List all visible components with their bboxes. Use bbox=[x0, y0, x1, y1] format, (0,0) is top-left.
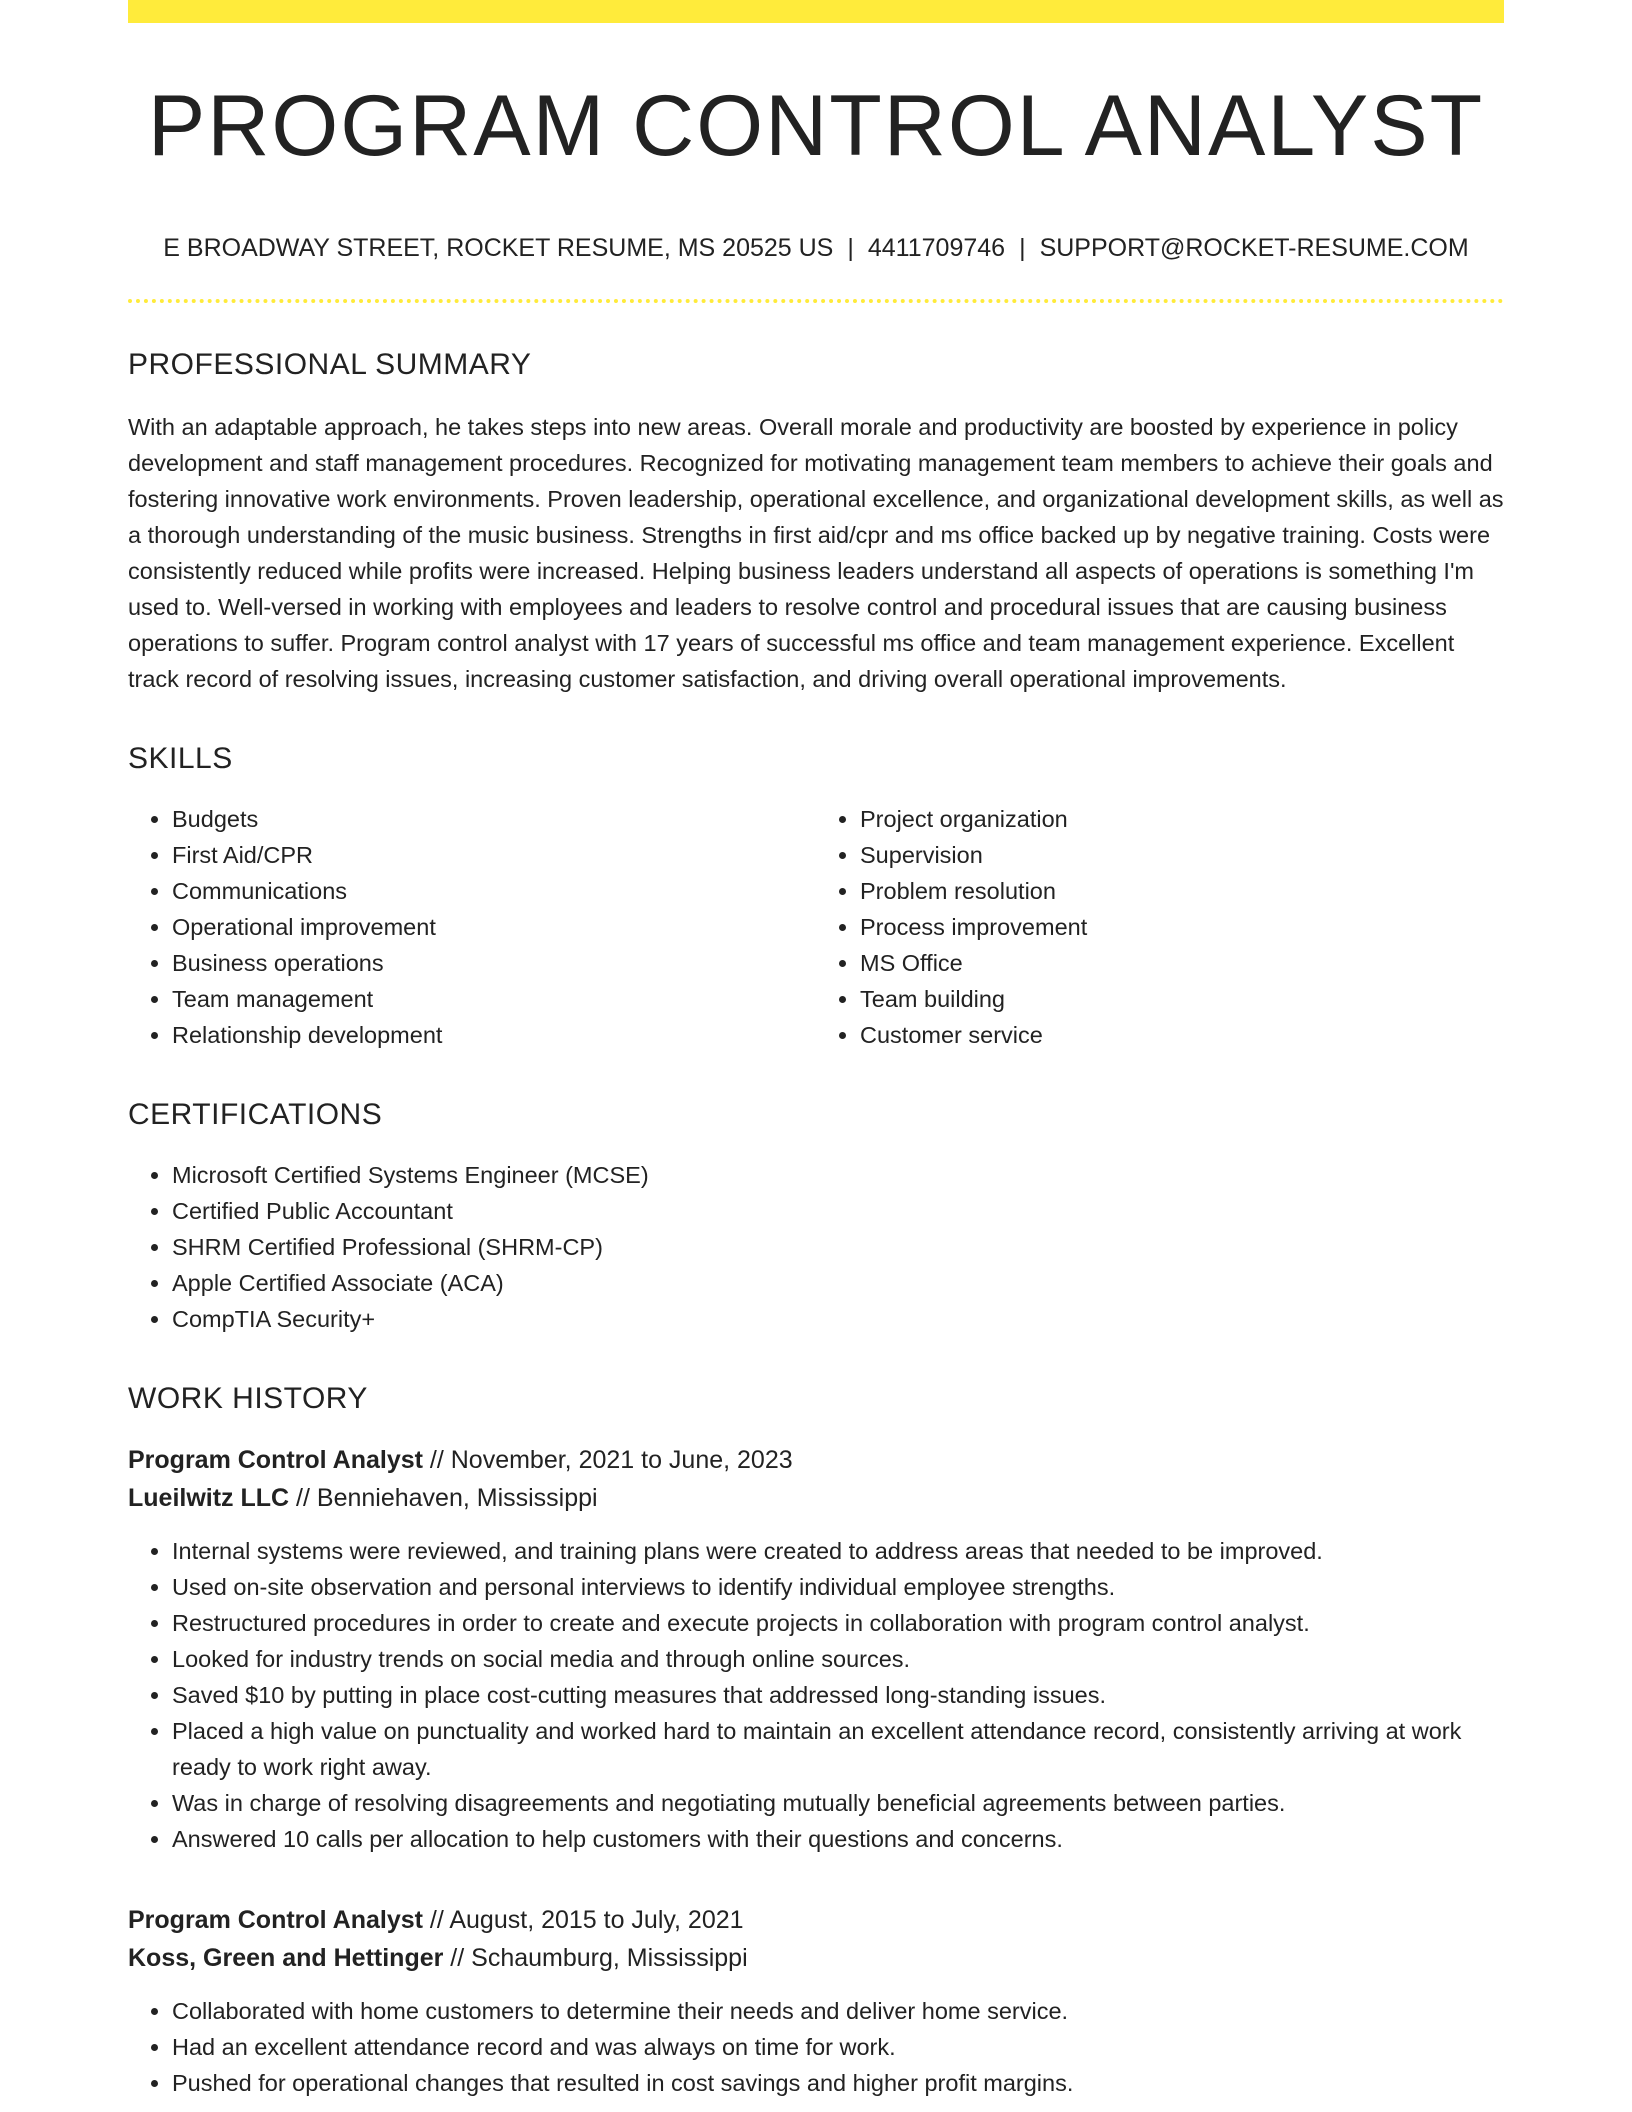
job-bullets bbox=[128, 1993, 1504, 2101]
job-location: // Benniehaven, Mississippi bbox=[289, 1484, 598, 1512]
job-bullet: • Had an excellent attendance record and was always on time for work. bbox=[172, 2029, 1504, 2065]
job-title-line bbox=[128, 1901, 1504, 1939]
job-title-line bbox=[128, 1441, 1504, 1479]
skill-item: • Team management bbox=[172, 981, 816, 1017]
skill-item: • Problem resolution bbox=[860, 873, 1504, 909]
certification-item: • Microsoft Certified Systems Engineer (MCSE) bbox=[172, 1157, 1504, 1193]
job-dates: // August, 2015 to July, 2021 bbox=[422, 1906, 744, 1934]
skill-item: • Team building bbox=[860, 981, 1504, 1017]
contact-phone: 4411709746 bbox=[867, 234, 1006, 262]
certifications-heading: CERTIFICATIONS bbox=[128, 1098, 383, 1131]
skill-item: • Relationship development bbox=[172, 1017, 816, 1053]
job-entry bbox=[128, 1441, 1504, 1857]
job-position: Program Control Analyst bbox=[128, 1446, 423, 1474]
skill-item: • Budgets bbox=[172, 801, 816, 837]
job-bullet: • Saved $10 by putting in place cost-cutting measures that addressed long-standing issues. bbox=[172, 1677, 1504, 1713]
contact-separator: | bbox=[1019, 234, 1026, 262]
skill-item: • Business operations bbox=[172, 945, 816, 981]
certification-item: • CompTIA Security+ bbox=[172, 1301, 1504, 1337]
job-bullet: • Collaborated with home customers to determine their needs and deliver home service. bbox=[172, 1993, 1504, 2029]
job-company: Koss, Green and Hettinger bbox=[128, 1944, 444, 1972]
skill-item: • Operational improvement bbox=[172, 909, 816, 945]
contact-separator: | bbox=[847, 234, 854, 262]
job-company: Lueilwitz LLC bbox=[128, 1484, 290, 1512]
top-accent-bar bbox=[128, 0, 1504, 23]
summary-heading: PROFESSIONAL SUMMARY bbox=[128, 348, 532, 381]
skills-column-left bbox=[128, 801, 816, 1053]
job-company-line bbox=[128, 1939, 1504, 1977]
job-bullet: • Internal systems were reviewed, and training plans were created to address areas that needed to be improved. bbox=[172, 1533, 1504, 1569]
job-bullet: • Looked for industry trends on social media and through online sources. bbox=[172, 1641, 1504, 1677]
job-bullet: • Was in charge of resolving disagreements and negotiating mutually beneficial agreements between parties. bbox=[172, 1785, 1504, 1821]
resume-name: PROGRAM CONTROL ANALYST bbox=[147, 78, 1485, 174]
skill-item: • Process improvement bbox=[860, 909, 1504, 945]
job-location: // Schaumburg, Mississippi bbox=[443, 1944, 748, 1972]
contact-address: E BROADWAY STREET, ROCKET RESUME, MS 20525 US bbox=[163, 234, 834, 262]
skills-column-right bbox=[816, 801, 1504, 1053]
contact-line bbox=[128, 233, 1504, 263]
skill-item: • Project organization bbox=[860, 801, 1504, 837]
job-position: Program Control Analyst bbox=[128, 1906, 423, 1934]
work-history-heading: WORK HISTORY bbox=[128, 1382, 368, 1415]
certification-item: • SHRM Certified Professional (SHRM-CP) bbox=[172, 1229, 1504, 1265]
skills-list bbox=[128, 801, 1504, 1053]
skill-item: • Customer service bbox=[860, 1017, 1504, 1053]
skills-heading: SKILLS bbox=[128, 742, 233, 775]
certification-item: • Certified Public Accountant bbox=[172, 1193, 1504, 1229]
job-bullet: • Restructured procedures in order to create and execute projects in collaboration with program control analyst. bbox=[172, 1605, 1504, 1641]
contact-email: SUPPORT@ROCKET-RESUME.COM bbox=[1039, 234, 1469, 262]
job-bullets bbox=[128, 1533, 1504, 1857]
skill-item: • MS Office bbox=[860, 945, 1504, 981]
job-bullet: • Used on-site observation and personal interviews to identify individual employee strengths. bbox=[172, 1569, 1504, 1605]
job-dates: // November, 2021 to June, 2023 bbox=[422, 1446, 793, 1474]
skill-item: • Communications bbox=[172, 873, 816, 909]
skill-item: • First Aid/CPR bbox=[172, 837, 816, 873]
certification-item: • Apple Certified Associate (ACA) bbox=[172, 1265, 1504, 1301]
job-bullet: • Answered 10 calls per allocation to help customers with their questions and concerns. bbox=[172, 1821, 1504, 1857]
skill-item: • Supervision bbox=[860, 837, 1504, 873]
summary-text: With an adaptable approach, he takes steps into new areas. Overall morale and productivity are boosted by experience in policy development and staff management procedures. Recognized for motivating management team members to achieve their goals and fostering innovative work environments. Proven leadership, operational excellence, and organizational development skills, as well as a thorough understanding of the music business. Strengths in first aid/cpr and ms office backed up by negative training. Costs were consistently reduced while profits were increased. Helping business leaders understand all aspects of operations is something I'm used to. Well-versed in working with employees and leaders to resolve control and procedural issues that are causing business operations to suffer. Program control analyst with 17 years of successful ms office and team management experience. Excellent track record of resolving issues, increasing customer satisfaction, and driving overall operational improvements. bbox=[128, 414, 1504, 692]
job-entry bbox=[128, 1901, 1504, 2101]
certifications-list bbox=[128, 1157, 1504, 1337]
job-bullet: • Placed a high value on punctuality and worked hard to maintain an excellent attendance record, consistently arriving at work ready to work right away. bbox=[172, 1713, 1504, 1785]
resume-page bbox=[128, 0, 1504, 2101]
job-company-line bbox=[128, 1479, 1504, 1517]
job-bullet: • Pushed for operational changes that resulted in cost savings and higher profit margins. bbox=[172, 2065, 1504, 2101]
dotted-divider bbox=[128, 299, 1504, 303]
